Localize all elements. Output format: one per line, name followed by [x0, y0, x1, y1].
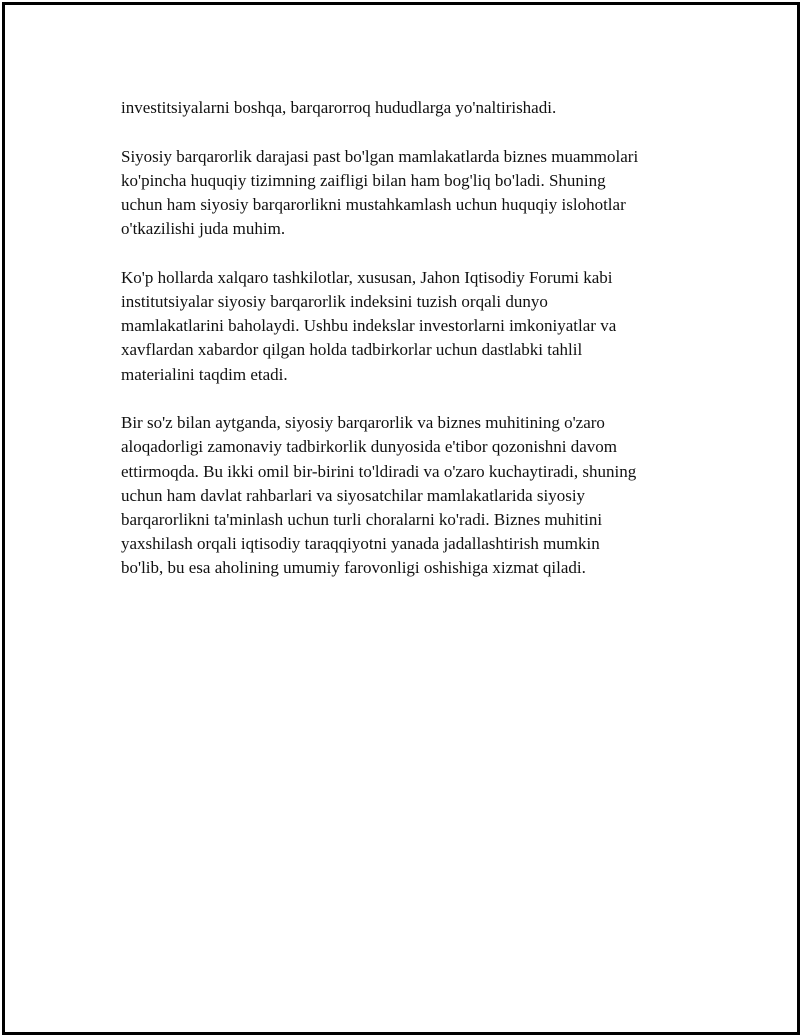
page-frame — [2, 2, 800, 1035]
paragraph-1: investitsiyalarni boshqa, barqarorroq hududlarga yo'naltirishadi. — [121, 98, 557, 117]
paragraph-3: Ko'p hollarda xalqaro tashkilotlar, xususan, Jahon Iqtisodiy Forumi kabi institutsiyalar siyosiy barqarorlik indeksini tuzish orqali dunyo mamlakatlarini baholaydi. Ushbu indekslar investorlarni imkoniyatlar va xavflardan xabardor qilgan holda tadbirkorlar uchun dastlabki tahlil materialini taqdim etadi. — [121, 267, 617, 384]
page-body — [121, 96, 693, 605]
paragraph-2: Siyosiy barqarorlik darajasi past bo'lgan mamlakatlarda biznes muammolari ko'pincha huquqiy tizimning zaifligi bilan ham bog'liq bo'ladi. Shuning uchun ham siyosiy barqarorlikni mustahkamlash uchun huquqiy islohotlar o'tkazilishi juda muhim. — [121, 146, 639, 239]
paragraph-4: Bir so'z bilan aytganda, siyosiy barqarorlik va biznes muhitining o'zaro aloqadorligi zamonaviy tadbirkorlik dunyosida e'tibor qozonishni davom ettirmoqda. Bu ikki omil bir-birini to'ldiradi va o'zaro kuchaytiradi, shuning uchun ham davlat rahbarlari va siyosatchilar mamlakatlarida siyosiy barqarorlikni ta'minlash uchun turli choralarni ko'radi. Biznes muhitini yaxshilash orqali iqtisodiy taraqqiyotni yanada jadallashtirish mumkin bo'lib, bu esa aholining umumiy farovonligi oshishiga xizmat qiladi. — [121, 413, 637, 578]
